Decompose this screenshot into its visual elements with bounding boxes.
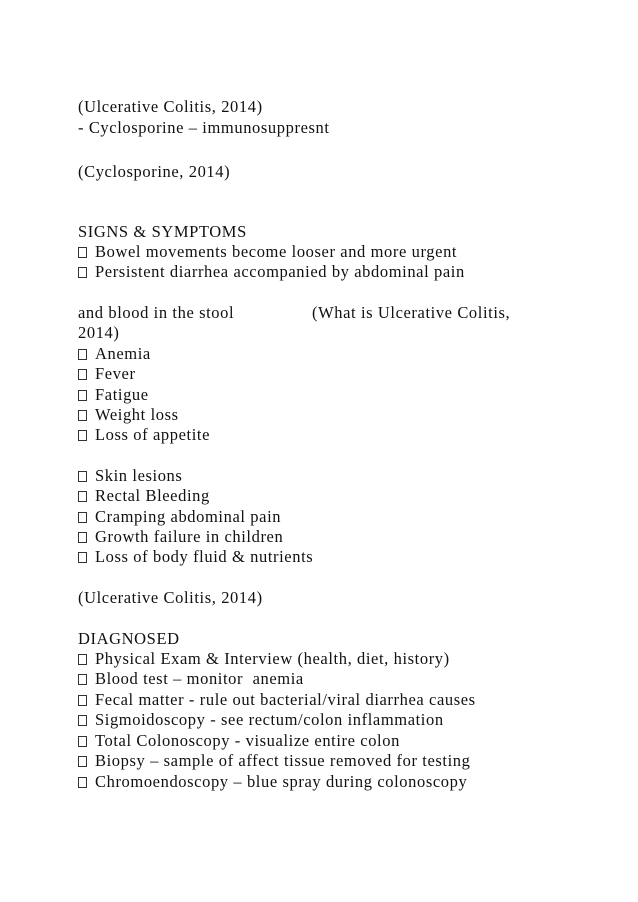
list-item-text: Growth failure in children [95, 527, 284, 546]
list-item [78, 772, 467, 792]
list-item-text: Physical Exam & Interview (health, diet, history) [95, 649, 450, 668]
wrapped-text-left: and blood in the stool [78, 303, 235, 322]
checkbox-square-icon [78, 674, 87, 685]
list-item [78, 242, 457, 262]
checkbox-square-icon [78, 390, 87, 401]
list-item [78, 547, 313, 567]
list-item-text: Fever [95, 364, 136, 383]
checkbox-square-icon [78, 430, 87, 441]
list-item [78, 731, 400, 751]
list-item [78, 710, 444, 730]
diagnosed-heading: DIAGNOSED [78, 629, 180, 648]
citation-ulcerative-colitis-2: (Ulcerative Colitis, 2014) [78, 588, 263, 607]
list-item-text: Biopsy – sample of affect tissue removed for testing [95, 751, 471, 770]
checkbox-square-icon [78, 777, 87, 788]
checkbox-square-icon [78, 491, 87, 502]
signs-symptoms-heading: SIGNS & SYMPTOMS [78, 222, 247, 241]
checkbox-square-icon [78, 267, 87, 278]
checkbox-square-icon [78, 512, 87, 523]
checkbox-square-icon [78, 756, 87, 767]
list-item [78, 466, 182, 486]
checkbox-square-icon [78, 532, 87, 543]
wrapped-citation-right: (What is Ulcerative Colitis, [312, 303, 511, 322]
list-item [78, 507, 281, 527]
checkbox-square-icon [78, 654, 87, 665]
list-item-text: Fatigue [95, 385, 149, 404]
list-item [78, 364, 136, 384]
checkbox-square-icon [78, 552, 87, 563]
citation-ulcerative-colitis: (Ulcerative Colitis, 2014) [78, 97, 263, 116]
list-item [78, 649, 450, 669]
list-item-text: Loss of body fluid & nutrients [95, 547, 314, 566]
list-item-text: Fecal matter - rule out bacterial/viral diarrhea causes [95, 690, 476, 709]
list-item-text: Total Colonoscopy - visualize entire colon [95, 731, 400, 750]
list-item-text: Anemia [95, 344, 151, 363]
list-item-text: Blood test – monitor anemia [95, 669, 304, 688]
list-item [78, 486, 210, 506]
list-item-text: Loss of appetite [95, 425, 210, 444]
list-item [78, 669, 304, 689]
checkbox-square-icon [78, 369, 87, 380]
checkbox-square-icon [78, 715, 87, 726]
citation-cyclosporine: (Cyclosporine, 2014) [78, 162, 231, 181]
list-item [78, 751, 470, 771]
checkbox-square-icon [78, 695, 87, 706]
list-item [78, 405, 179, 425]
list-item [78, 425, 210, 445]
checkbox-square-icon [78, 471, 87, 482]
checkbox-square-icon [78, 410, 87, 421]
checkbox-square-icon [78, 247, 87, 258]
list-item-text: Skin lesions [95, 466, 183, 485]
list-item [78, 344, 151, 364]
checkbox-square-icon [78, 349, 87, 360]
cyclosporine-line: - Cyclosporine – immunosuppresnt [78, 118, 330, 137]
list-item-text: Persistent diarrhea accompanied by abdominal pain [95, 262, 465, 281]
list-item [78, 527, 283, 547]
list-item-text: Chromoendoscopy – blue spray during colonoscopy [95, 772, 468, 791]
list-item [78, 690, 476, 710]
list-item [78, 385, 149, 405]
checkbox-square-icon [78, 736, 87, 747]
list-item-text: Sigmoidoscopy - see rectum/colon inflammation [95, 710, 444, 729]
list-item-text: Weight loss [95, 405, 179, 424]
list-item-text: Bowel movements become looser and more urgent [95, 242, 458, 261]
list-item-text: Cramping abdominal pain [95, 507, 282, 526]
wrapped-citation-year: 2014) [78, 323, 120, 342]
list-item [78, 262, 465, 282]
list-item-text: Rectal Bleeding [95, 486, 210, 505]
